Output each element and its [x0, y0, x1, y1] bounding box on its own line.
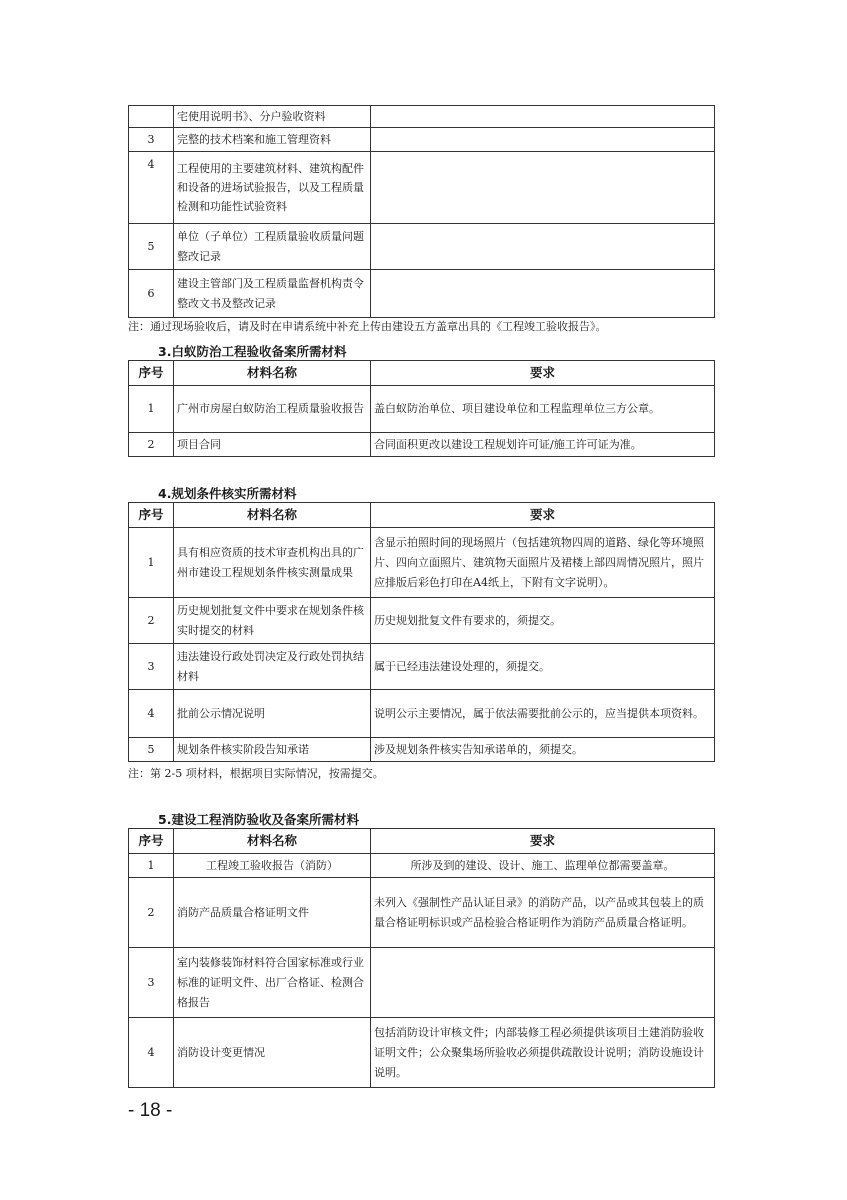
row-number: 3	[129, 644, 174, 690]
table-row	[129, 433, 715, 457]
table-row	[129, 948, 715, 1018]
table-planning-materials	[128, 502, 715, 762]
table-row	[129, 598, 715, 644]
requirement	[371, 948, 715, 1018]
page-number: - 18 -	[128, 1100, 173, 1121]
table-header-row	[129, 829, 715, 854]
requirement: 历史规划批复文件有要求的，须提交。	[371, 598, 715, 644]
header-number: 序号	[129, 829, 174, 854]
table-fire-materials	[128, 828, 715, 1088]
table-header-row	[129, 361, 715, 386]
requirement	[371, 224, 715, 270]
requirement: 属于已经违法建设处理的，须提交。	[371, 644, 715, 690]
material-name: 宅使用说明书》、分户验收资料	[174, 106, 371, 128]
material-name: 工程使用的主要建筑材料、建筑构配件和设备的进场试验报告，以及工程质量检测和功能性试验资料	[174, 152, 371, 224]
row-number: 4	[129, 690, 174, 738]
section-5-title: 5.建设工程消防验收及备案所需材料	[158, 812, 359, 827]
material-name: 工程竣工验收报告（消防）	[174, 854, 371, 878]
header-number: 序号	[129, 503, 174, 528]
header-requirement: 要求	[371, 829, 715, 854]
header-requirement: 要求	[371, 503, 715, 528]
row-number: 4	[129, 1018, 174, 1088]
row-number: 1	[129, 854, 174, 878]
material-name: 单位（子单位）工程质量验收质量问题整改记录	[174, 224, 371, 270]
section-4-title: 4.规划条件核实所需材料	[158, 486, 297, 501]
requirement	[371, 270, 715, 318]
row-number: 6	[129, 270, 174, 318]
table-header-row	[129, 503, 715, 528]
table-row	[129, 878, 715, 948]
row-number: 5	[129, 224, 174, 270]
table-completion-materials	[128, 105, 715, 318]
requirement: 说明公示主要情况，属于依法需要批前公示的，应当提供本项资料。	[371, 690, 715, 738]
header-name: 材料名称	[174, 361, 371, 386]
requirement: 未列入《强制性产品认证目录》的消防产品，以产品或其包装上的质量合格证明标识或产品检验合格证明作为消防产品质量合格证明。	[371, 878, 715, 948]
table-row	[129, 528, 715, 598]
material-name: 项目合同	[174, 433, 371, 457]
row-number: 1	[129, 528, 174, 598]
header-requirement: 要求	[371, 361, 715, 386]
header-number: 序号	[129, 361, 174, 386]
material-name: 历史规划批复文件中要求在规划条件核实时提交的材料	[174, 598, 371, 644]
table-row	[129, 1018, 715, 1088]
row-number: 5	[129, 738, 174, 762]
requirement	[371, 128, 715, 152]
table-row	[129, 224, 715, 270]
requirement: 涉及规划条件核实告知承诺单的，须提交。	[371, 738, 715, 762]
requirement	[371, 152, 715, 224]
table-row	[129, 690, 715, 738]
row-number: 3	[129, 948, 174, 1018]
completion-note: 注：通过现场验收后，请及时在申请系统中补充上传由建设五方盖章出具的《工程竣工验收报告》。	[128, 320, 607, 333]
requirement: 含显示拍照时间的现场照片（包括建筑物四周的道路、绿化等环境照片、四向立面照片、建筑物天面照片及裙楼上部四周情况照片，照片应排版后彩色打印在A4纸上，下附有文字说明）。	[371, 528, 715, 598]
row-number: 2	[129, 433, 174, 457]
table-row	[129, 128, 715, 152]
row-number: 4	[129, 152, 174, 224]
row-number: 2	[129, 878, 174, 948]
table-row	[129, 386, 715, 433]
planning-note: 注：第 2-5 项材料，根据项目实际情况，按需提交。	[128, 767, 384, 780]
material-name: 消防设计变更情况	[174, 1018, 371, 1088]
table-row	[129, 644, 715, 690]
requirement: 所涉及到的建设、设计、施工、监理单位都需要盖章。	[371, 854, 715, 878]
material-name: 建设主管部门及工程质量监督机构责令整改文书及整改记录	[174, 270, 371, 318]
requirement: 盖白蚁防治单位、项目建设单位和工程监理单位三方公章。	[371, 386, 715, 433]
material-name: 规划条件核实阶段告知承诺	[174, 738, 371, 762]
material-name: 违法建设行政处罚决定及行政处罚执结材料	[174, 644, 371, 690]
table-row	[129, 270, 715, 318]
row-number	[129, 106, 174, 128]
row-number: 2	[129, 598, 174, 644]
material-name: 批前公示情况说明	[174, 690, 371, 738]
row-number: 1	[129, 386, 174, 433]
header-name: 材料名称	[174, 829, 371, 854]
header-name: 材料名称	[174, 503, 371, 528]
requirement: 包括消防设计审核文件；内部装修工程必须提供该项目土建消防验收证明文件；公众聚集场所验收必须提供疏散设计说明；消防设施设计说明。	[371, 1018, 715, 1088]
section-3-title: 3.白蚁防治工程验收备案所需材料	[158, 344, 347, 359]
table-row	[129, 854, 715, 878]
requirement	[371, 106, 715, 128]
material-name: 具有相应资质的技术审查机构出具的广州市建设工程规划条件核实测量成果	[174, 528, 371, 598]
row-number: 3	[129, 128, 174, 152]
material-name: 完整的技术档案和施工管理资料	[174, 128, 371, 152]
table-row	[129, 106, 715, 128]
material-name: 消防产品质量合格证明文件	[174, 878, 371, 948]
table-row	[129, 152, 715, 224]
requirement: 合同面积更改以建设工程规划许可证/施工许可证为准。	[371, 433, 715, 457]
material-name: 广州市房屋白蚁防治工程质量验收报告	[174, 386, 371, 433]
table-termite-materials	[128, 360, 715, 457]
material-name: 室内装修装饰材料符合国家标准或行业标准的证明文件、出厂合格证、检测合格报告	[174, 948, 371, 1018]
table-row	[129, 738, 715, 762]
